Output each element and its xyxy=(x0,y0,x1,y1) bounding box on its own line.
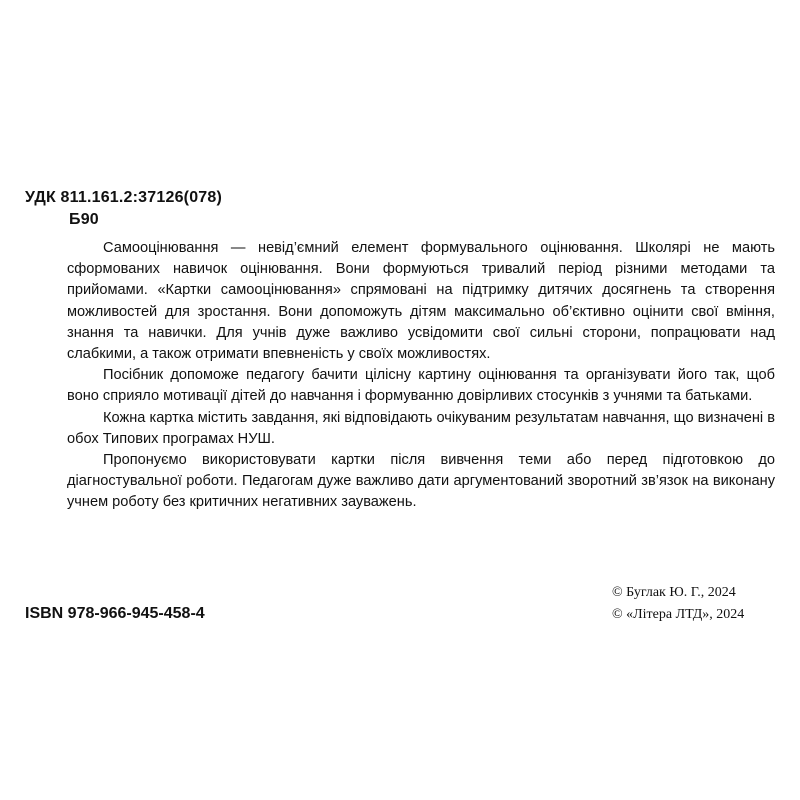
udk-classification xyxy=(25,187,222,231)
annotation-paragraph-4: Пропонуємо використовувати картки після вивчення теми або перед підготовкою до діагностувальної роботи. Педагогам дуже важливо дати аргументований зворотний зв’язок на виконану учнем роботу без критичних негативних зауважень. xyxy=(67,452,775,511)
annotation-paragraph-3: Кожна картка містить завдання, які відповідають очікуваним результатам навчання, що визначені в обох Типових програмах НУШ. xyxy=(67,409,775,447)
annotation-paragraph-1: Самооцінювання — невід’ємний елемент формувального оцінювання. Школярі не мають сформованих навичок оцінювання. Вони формуються тривалий період різними методами та прийомами. «Картки самооцінювання» спрямовані на підтримку дитячих досягнень та створення можливостей для зростання. Вони допоможуть дітям максимально об’єктивно оцінити свої вміння, знання та навички. Для учнів дуже важливо усвідомити свої сильні сторони, попрацювати над слабкими, а також отримати впевненість у своїх можливостях. xyxy=(67,240,775,363)
isbn-number: ISBN 978-966-945-458-4 xyxy=(25,605,205,622)
copyright-block xyxy=(612,582,744,626)
author-sign-code: Б90 xyxy=(69,211,99,228)
annotation-text xyxy=(67,238,775,514)
annotation-paragraph-2: Посібник допоможе педагогу бачити цілісну картину оцінювання та організувати його так, щоб воно сприяло мотивації дітей до навчання і формуванню довірливих стосунків з учнями та батьками. xyxy=(67,367,775,405)
udk-code: УДК 811.161.2:37126(078) xyxy=(25,189,223,206)
copyright-publisher: © «Літера ЛТД», 2024 xyxy=(612,607,745,622)
copyright-author: © Буглак Ю. Г., 2024 xyxy=(612,585,736,600)
